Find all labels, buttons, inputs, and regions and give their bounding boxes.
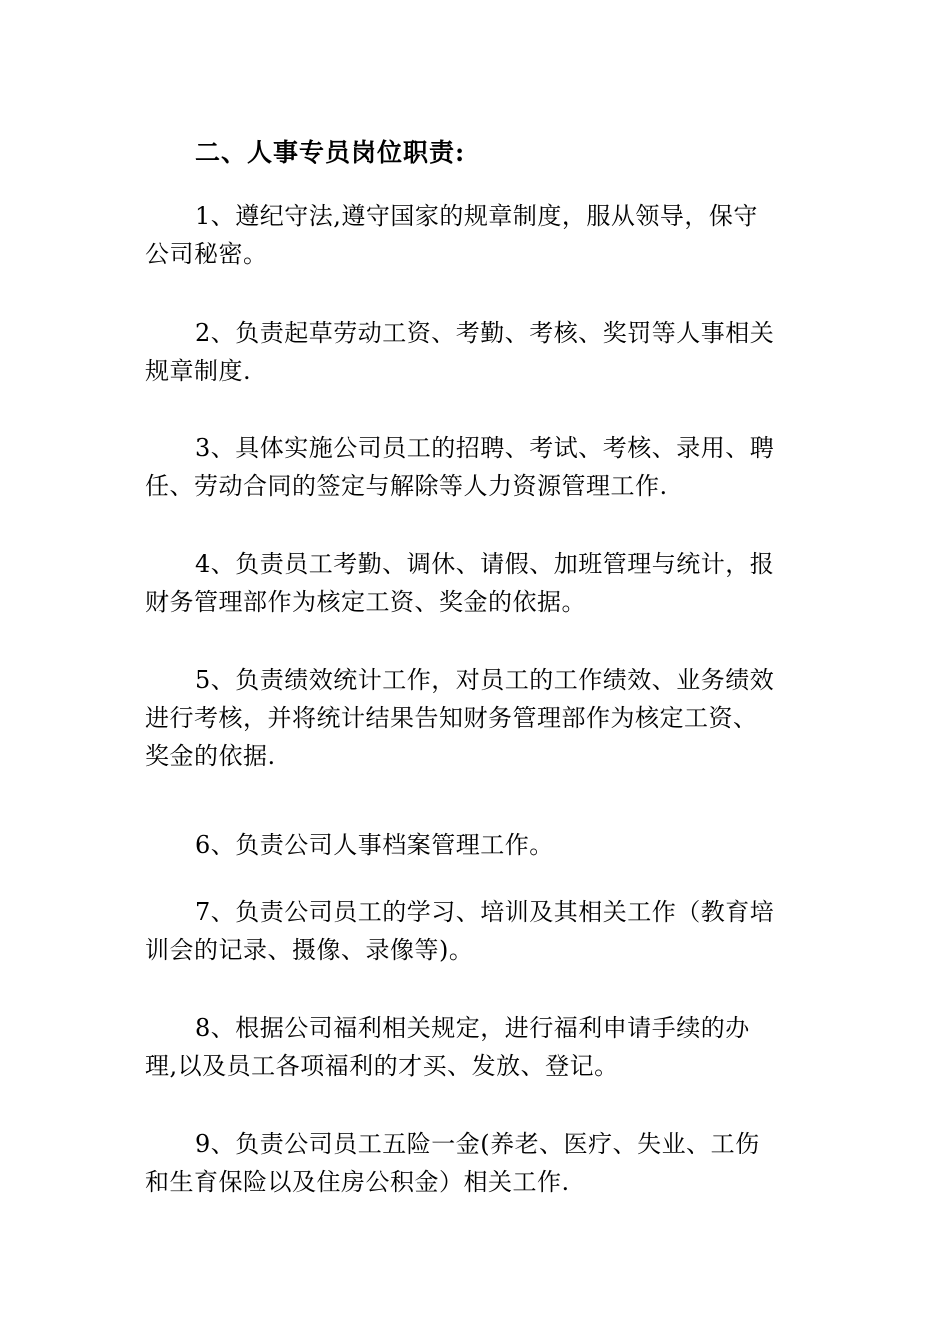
- duty-item-3: 3、具体实施公司员工的招聘、考试、考核、录用、聘 任、劳动合同的签定与解除等人力资源管理工作.: [145, 434, 775, 500]
- duty-item-1: 1、遵纪守法,遵守国家的规章制度，服从领导，保守 公司秘密。: [145, 202, 758, 268]
- duty-item-6: 6、负责公司人事档案管理工作。: [195, 831, 554, 859]
- duty-item-5: 5、负责绩效统计工作，对员工的工作绩效、业务绩效 进行考核，并将统计结果告知财务管理部作为核定工资、 奖金的依据.: [145, 666, 775, 770]
- duty-item-8: 8、根据公司福利相关规定，进行福利申请手续的办 理,以及员工各项福利的才买、发放、登记。: [145, 1014, 750, 1080]
- section-heading: 二、人事专员岗位职责:: [195, 138, 466, 167]
- duty-item-4: 4、负责员工考勤、调休、请假、加班管理与统计，报 财务管理部作为核定工资、奖金的依据。: [145, 550, 775, 616]
- duty-item-2: 2、负责起草劳动工资、考勤、考核、奖罚等人事相关 规章制度.: [145, 319, 775, 385]
- duty-item-7: 7、负责公司员工的学习、培训及其相关工作（教育培 训会的记录、摄像、录像等)。: [145, 898, 775, 964]
- duty-item-9: 9、负责公司员工五险一金(养老、医疗、失业、工伤 和生育保险以及住房公积金）相关工作.: [145, 1130, 760, 1196]
